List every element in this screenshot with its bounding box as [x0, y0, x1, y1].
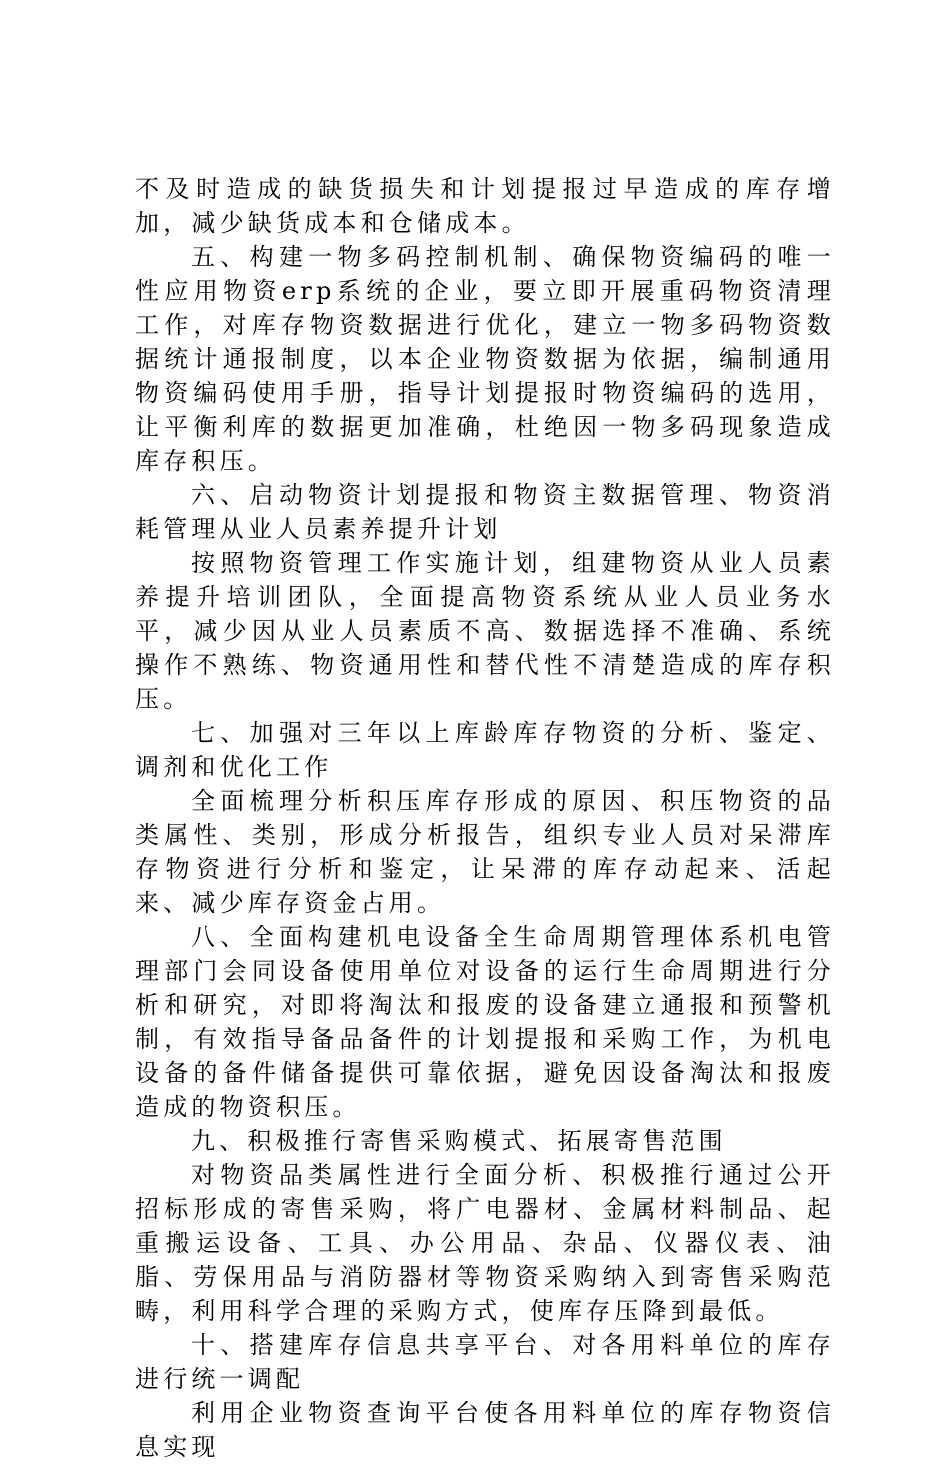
paragraph-shortage-cost: 不及时造成的缺货损失和计划提报过早造成的库存增加，减少缺货成本和仓储成本。: [135, 175, 835, 237]
heading-section-six: 六、启动物资计划提报和物资主数据管理、物资消耗管理从业人员素养提升计划: [135, 481, 835, 543]
paragraph-section-six: 按照物资管理工作实施计划，组建物资从业人员素养提升培训团队，全面提高物资系统从业人员业务水平，减少因从业人员素质不高、数据选择不准确、系统操作不熟练、物资通用性和替代性不清楚造成的库存积压。: [135, 549, 835, 713]
paragraph-section-nine: 对物资品类属性进行全面分析、积极推行通过公开招标形成的寄售采购，将广电器材、金属材料制品、起重搬运设备、工具、办公用品、杂品、仪器仪表、油脂、劳保用品与消防器材等物资采购纳入到寄售采购范畴，利用科学合理的采购方式，使库存压降到最低。: [135, 1161, 835, 1325]
document-body: [135, 172, 835, 1464]
heading-section-seven: 七、加强对三年以上库龄库存物资的分析、鉴定、调剂和优化工作: [135, 719, 835, 781]
paragraph-section-ten: 利用企业物资查询平台使各用料单位的库存物资信息实现: [135, 1399, 835, 1461]
heading-section-nine: 九、积极推行寄售采购模式、拓展寄售范围: [191, 1127, 727, 1155]
paragraph-section-five: 五、构建一物多码控制机制、确保物资编码的唯一性应用物资erp系统的企业，要立即开展重码物资清理工作，对库存物资数据进行优化，建立一物多码物资数据统计通报制度，以本企业物资数据为依据，编制通用物资编码使用手册，指导计划提报时物资编码的选用，让平衡利库的数据更加准确，杜绝因一物多码现象造成库存积压。: [135, 243, 835, 475]
paragraph-section-seven: 全面梳理分析积压库存形成的原因、积压物资的品类属性、类别，形成分析报告，组织专业人员对呆滞库存物资进行分析和鉴定，让呆滞的库存动起来、活起来、减少库存资金占用。: [135, 787, 835, 917]
heading-section-ten: 十、搭建库存信息共享平台、对各用料单位的库存进行统一调配: [135, 1331, 835, 1393]
paragraph-section-eight: 八、全面构建机电设备全生命周期管理体系机电管理部门会同设备使用单位对设备的运行生命周期进行分析和研究，对即将淘汰和报废的设备建立通报和预警机制，有效指导备品备件的计划提报和采购工作，为机电设备的备件储备提供可靠依据，避免因设备淘汰和报废造成的物资积压。: [135, 923, 835, 1121]
